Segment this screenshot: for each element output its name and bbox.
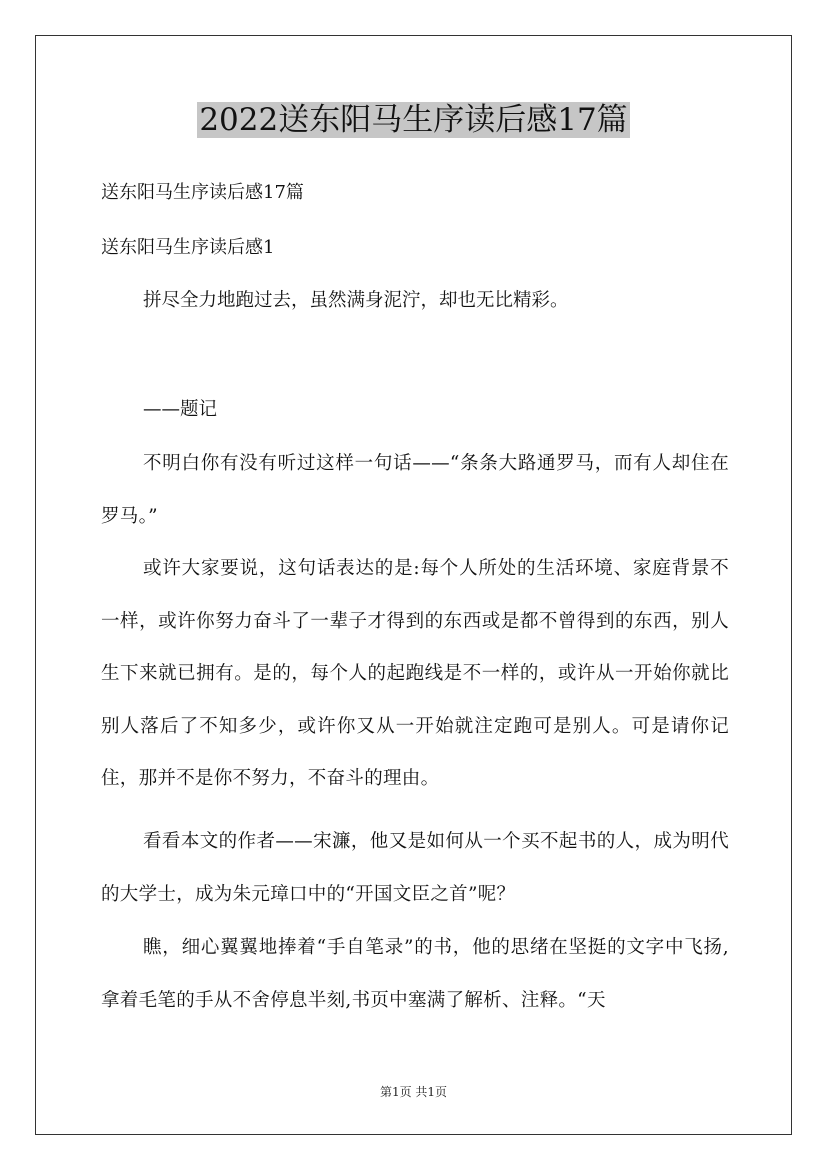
section-heading: 送东阳马生序读后感1 bbox=[101, 237, 275, 258]
epigraph: 拼尽全力地跑过去，虽然满身泥泞，却也无比精彩。 bbox=[143, 290, 569, 311]
paragraph: 或许大家要说，这句话表达的是:每个人所处的生活环境、家庭背景不一样，或许你努力奋斗了一辈子才得到的东西或是都不曾得到的东西，别人生下来就已拥有。是的，每个人的起跑线是不一样的，或许从一开始你就比别人落后了不知多少，或许你又从一开始就注定跑可是别人。可是请你记住，那并不是你不努力，不奋斗的理由。 bbox=[101, 558, 729, 789]
page-footer: 第1页 共1页 bbox=[379, 1085, 448, 1099]
paragraph: 看看本文的作者——宋濂，他又是如何从一个买不起书的人，成为明代的大学士，成为朱元璋口中的“开国文臣之首”呢？ bbox=[101, 831, 729, 905]
paragraph: 不明白你有没有听过这样一句话——“条条大路通罗马，而有人却住在罗马。” bbox=[101, 453, 729, 527]
document-title bbox=[0, 98, 827, 142]
document-subtitle: 送东阳马生序读后感17篇 bbox=[101, 182, 304, 203]
document-title-text: 2022送东阳马生序读后感17篇 bbox=[199, 102, 628, 138]
paragraph: 瞧，细心翼翼地捧着“手自笔录”的书，他的思绪在坚挺的文字中飞扬,拿着毛笔的手从不舍停息半刻,书页中塞满了解析、注释。“天 bbox=[101, 937, 729, 1011]
epigraph-attribution: ——题记 bbox=[143, 399, 218, 420]
